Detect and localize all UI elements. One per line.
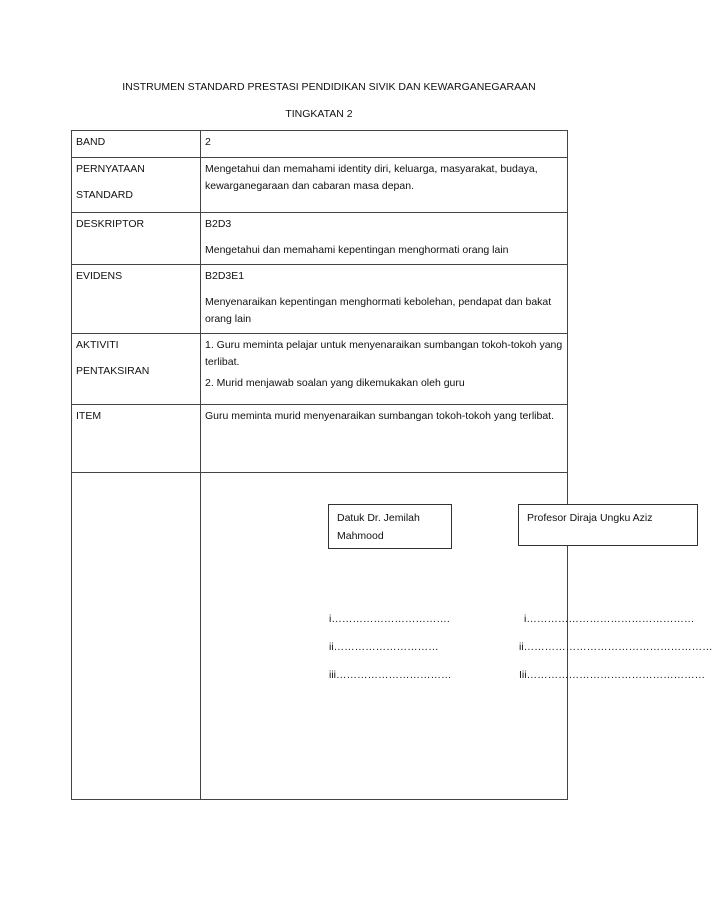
- table-row-item: [72, 405, 568, 473]
- aktiviti-step-1: 1. Guru meminta pelajar untuk menyenaraikan sumbangan tokoh-tokoh yang terlibat.: [205, 339, 563, 368]
- answer-line-right-2[interactable]: ii………………………………………………: [519, 641, 713, 653]
- deskriptor-cell: [201, 213, 568, 265]
- band-value: 2: [201, 131, 568, 158]
- item-value: Guru meminta murid menyenaraikan sumbangan tokoh-tokoh yang terlibat.: [201, 405, 568, 473]
- table-row-aktiviti: [72, 334, 568, 405]
- table-row-worksheet: [72, 473, 568, 800]
- pernyataan-value: Mengetahui dan memahami identity diri, keluarga, masyarakat, budaya, kewarganegaraan dan cabaran masa depan.: [201, 158, 568, 213]
- tokoh-box-ungku-aziz: Profesor Diraja Ungku Aziz: [518, 504, 698, 546]
- aktiviti-step-2: 2. Murid menjawab soalan yang dikemukakan oleh guru: [205, 377, 465, 389]
- worksheet-cell: [201, 473, 713, 800]
- worksheet-empty-cell: [72, 473, 201, 800]
- pernyataan-label: [72, 158, 201, 213]
- document-title: INSTRUMEN STANDARD PRESTASI PENDIDIKAN SIVIK DAN KEWARGANEGARAAN: [122, 81, 536, 93]
- pernyataan-label-line2: STANDARD: [76, 189, 133, 201]
- evidens-label: EVIDENS: [72, 265, 201, 334]
- deskriptor-value: Mengetahui dan memahami kepentingan menghormati orang lain: [205, 244, 509, 256]
- answer-line-right-3[interactable]: Iii……………………………………………: [519, 669, 706, 681]
- deskriptor-code: B2D3: [205, 218, 232, 230]
- pernyataan-label-line1: PERNYATAAN: [76, 163, 145, 175]
- evidens-code: B2D3E1: [205, 270, 245, 282]
- aktiviti-label: [72, 334, 201, 405]
- tokoh-box-jemilah: Datuk Dr. Jemilah Mahmood: [328, 504, 452, 549]
- answer-line-left-1[interactable]: i…………………………….: [329, 613, 450, 625]
- aktiviti-cell: [201, 334, 568, 405]
- item-label: ITEM: [72, 405, 201, 473]
- answer-line-right-1[interactable]: i…………………………………………: [524, 613, 695, 625]
- worksheet-area: [201, 473, 713, 799]
- evidens-value: Menyenaraikan kepentingan menghormati kebolehan, pendapat dan bakat orang lain: [205, 296, 552, 325]
- document-subtitle: TINGKATAN 2: [285, 108, 353, 120]
- band-label: BAND: [72, 131, 201, 158]
- answer-line-left-3[interactable]: iii……………………………: [329, 669, 452, 681]
- evidens-cell: [201, 265, 568, 334]
- standard-table: [71, 130, 713, 800]
- table-row-deskriptor: [72, 213, 568, 265]
- aktiviti-label-line2: PENTAKSIRAN: [76, 365, 150, 377]
- table-row-evidens: [72, 265, 568, 334]
- aktiviti-label-line1: AKTIVITI: [76, 339, 119, 351]
- deskriptor-label: DESKRIPTOR: [72, 213, 201, 265]
- answer-line-left-2[interactable]: ii…………………………: [329, 641, 439, 653]
- table-row-pernyataan: [72, 158, 568, 213]
- table-row-band: [72, 131, 568, 158]
